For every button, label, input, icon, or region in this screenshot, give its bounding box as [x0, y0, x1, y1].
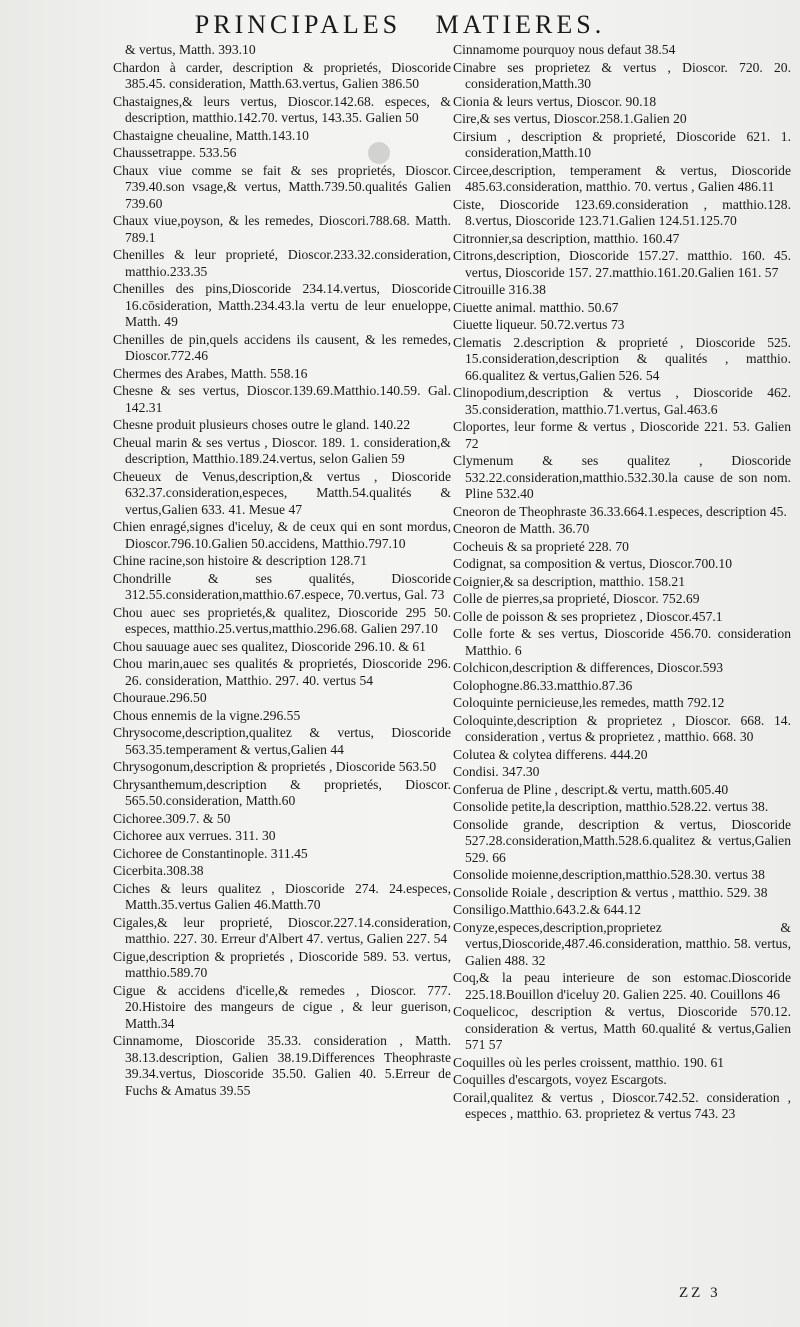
index-entry: Colle forte & ses vertus, Dioscoride 456.70. consideration Matthio. 6	[453, 626, 791, 658]
index-entry: Clymenum & ses qualitez , Dioscoride 532.22.consideration,matthio.532.30.la cause de son nom. Pline 532.40	[453, 453, 791, 501]
index-entry: Codignat, sa composition & vertus, Dioscor.700.10	[453, 556, 733, 571]
index-entry: Chou auec ses proprietés,& qualitez, Dioscoride 295 50. especes, matthio.25.vertus,matthio.296.68. Galien 297.10	[113, 604, 451, 636]
index-entry: Coquelicoc, description & vertus, Dioscoride 570.12. consideration & vertus, Matth 60.qualité & vertus,Galien 571 57	[453, 1004, 791, 1052]
index-entry: Cichoree.309.7. & 50	[113, 810, 231, 826]
index-entry: Coquilles d'escargots, voyez Escargots.	[453, 1072, 667, 1087]
index-entry: Cichoree aux verrues. 311. 30	[113, 828, 276, 843]
index-entry: Cneoron de Matth. 36.70	[453, 521, 590, 536]
index-entry: Cinnamome, Dioscoride 35.33. consideration , Matth. 38.13.description, Galien 38.19.Differences Theophraste 39.34.vertus, Dioscoride 35.50. Galien 40. 5.Erreur de Fuchs & Amatus 39.55	[113, 1033, 451, 1098]
index-entry: Chous ennemis de la vigne.296.55	[113, 707, 301, 723]
index-entry: Chesne produit plusieurs choses outre le gland. 140.22	[113, 417, 411, 432]
index-entry: Cichoree de Constantinople. 311.45	[113, 845, 308, 861]
index-entry: Chien enragé,signes d'iceluy, & de ceux qui en sont mordus, Dioscor.796.10.Galien 50.accidens, Matthio.797.10	[113, 519, 451, 551]
index-entry: Ciches & leurs qualitez , Dioscoride 274. 24.especes, Matth.35.vertus Galien 46.Matth.70	[113, 880, 451, 912]
index-entry: Consolide Roiale , description & vertus , matthio. 529. 38	[453, 884, 768, 900]
index-entry: Chrysocome,description,qualitez & vertus, Dioscoride 563.35.temperament & vertus,Galien 44	[113, 725, 451, 757]
signature-mark: ZZ 3	[679, 1285, 721, 1301]
index-entry: Chou sauuage auec ses qualitez, Dioscoride 296.10. & 61	[113, 638, 426, 654]
index-entry: Colle de pierres,sa proprieté, Dioscor. 752.69	[453, 591, 700, 606]
index-entry: Chine racine,son histoire & description 128.71	[113, 553, 368, 568]
index-entry: Coignier,& sa description, matthio. 158.21	[453, 573, 686, 589]
index-entry: Cheueux de Venus,description,& vertus , Dioscoride 632.37.consideration,especes, Matth.54.qualités & vertus,Galien 633. 41. Mesue 47	[113, 468, 451, 517]
index-entry: Colutea & colytea differens. 444.20	[453, 746, 648, 762]
index-entry: Ciuette animal. matthio. 50.67	[453, 299, 619, 315]
index-entry: Conyze,especes,description,proprietez & vertus,Dioscoride,487.46.consideration, matthio. 58. vertus, Galien 488. 32	[453, 919, 791, 968]
index-entry: Chaussetrappe. 533.56	[113, 145, 237, 160]
header-word-2: MATIERES.	[435, 10, 606, 39]
index-entry: Cinabre ses proprietez & vertus , Dioscor. 720. 20. consideration,Matth.30	[453, 59, 791, 91]
index-entry: Consiligo.Matthio.643.2.& 644.12	[453, 902, 642, 917]
index-entry: Consolide grande, description & vertus, Dioscoride 527.28.consideration,Matth.528.6.qualitez & vertus,Galien 529. 66	[453, 816, 791, 865]
index-entry: Coq,& la peau interieure de son estomac.Dioscoride 225.18.Bouillon d'iceluy 20. Galien 225. 40. Couillons 46	[453, 970, 791, 1002]
index-entry: Chesne & ses vertus, Dioscor.139.69.Matthio.140.59. Gal. 142.31	[113, 383, 451, 415]
index-entry: Coquilles où les perles croissent, matthio. 190. 61	[453, 1054, 725, 1070]
index-entry: Chaux viue comme se fait & ses proprietés, Dioscor. 739.40.son vsage,& vertus, Matth.739.50.qualités Galien 739.60	[113, 162, 451, 211]
index-entry: Cirsium , description & proprieté, Dioscoride 621. 1. consideration,Matth.10	[453, 128, 791, 160]
index-column-right	[453, 42, 791, 1124]
index-entry: Chouraue.296.50	[113, 690, 207, 705]
index-entry: Cneoron de Theophraste 36.33.664.1.especes, description 45.	[453, 503, 787, 519]
index-entry: Cigales,& leur proprieté, Dioscor.227.14.consideration, matthio. 227. 30. Erreur d'Albert 47. vertus, Galien 227. 54	[113, 914, 451, 946]
index-entry: Colle de poisson & ses proprietez , Dioscor.457.1	[453, 608, 723, 624]
index-entry: Corail,qualitez & vertus , Dioscor.742.52. consideration , especes , matthio. 63. proprietez & vertus 743. 23	[453, 1089, 791, 1121]
index-entry: Chenilles & leur proprieté, Dioscor.233.32.consideration, matthio.233.35	[113, 247, 451, 279]
index-entry: Citronnier,sa description, matthio. 160.47	[453, 230, 680, 246]
index-entry: Cloportes, leur forme & vertus , Dioscoride 221. 53. Galien 72	[453, 419, 791, 451]
index-entry: Cicerbita.308.38	[113, 863, 204, 878]
index-entry: Chardon à carder, description & proprietés, Dioscoride 385.45. consideration, Matth.63.vertus, Galien 386.50	[113, 59, 451, 91]
index-entry: Cionia & leurs vertus, Dioscor. 90.18	[453, 93, 657, 109]
index-entry: Coloquinte pernicieuse,les remedes, matth 792.12	[453, 695, 725, 710]
index-entry: Chou marin,auec ses qualités & proprietés, Dioscoride 296. 26. consideration, Matthio. 297. 40. vertus 54	[113, 656, 451, 688]
index-entry: Cire,& ses vertus, Dioscor.258.1.Galien 20	[453, 111, 687, 126]
index-entry: Chenilles de pin,quels accidens ils causent, & les remedes, Dioscor.772.46	[113, 331, 451, 363]
index-entry: Cocheuis & sa proprieté 228. 70	[453, 538, 629, 554]
index-entry: Chastaignes,& leurs vertus, Dioscor.142.68. especes, & description, matthio.142.70. vertus, 143.35. Galien 50	[113, 93, 451, 125]
index-entry: Conferua de Pline , descript.& vertu, matth.605.40	[453, 781, 729, 797]
index-entry: Cinnamome pourquoy nous defaut 38.54	[453, 42, 676, 57]
index-entry: Citrouille 316.38	[453, 282, 546, 297]
page-header	[0, 10, 800, 40]
index-column-left	[113, 42, 451, 1100]
index-entry: Coloquinte,description & proprietez , Dioscor. 668. 14. consideration , vertus & proprietez , matthio. 668. 30	[453, 712, 791, 744]
index-entry: Cheual marin & ses vertus , Dioscor. 189. 1. consideration,& description, Matthio.189.24.vertus, selon Galien 59	[113, 434, 451, 466]
index-entry: Citrons,description, Dioscoride 157.27. matthio. 160. 45. vertus, Dioscoride 157. 27.matthio.161.20.Galien 161. 57	[453, 248, 791, 280]
index-entry: Clematis 2.description & proprieté , Dioscoride 525. 15.consideration,description & qualités , matthio. 66.qualitez & vertus,Galien 526. 54	[453, 334, 791, 383]
index-entry: Consolide moienne,description,matthio.528.30. vertus 38	[453, 867, 765, 882]
index-entry: Chermes des Arabes, Matth. 558.16	[113, 365, 308, 381]
index-entry: Chenilles des pins,Dioscoride 234.14.vertus, Dioscoride 16.cōsideration, Matth.234.43.la vertu de leur enueloppe, Matth. 49	[113, 281, 451, 329]
index-entry: Colophogne.86.33.matthio.87.36	[453, 677, 633, 693]
index-entry: Colchicon,description & differences, Dioscor.593	[453, 660, 724, 675]
index-entry: & vertus, Matth. 393.10	[125, 42, 256, 57]
index-entry: Chondrille & ses qualités, Dioscoride 312.55.consideration,matthio.67.espece, 70.vertus, Gal. 73	[113, 570, 451, 602]
index-entry: Chrysogonum,description & proprietés , Dioscoride 563.50	[113, 759, 437, 774]
index-entry: Cigue & accidens d'icelle,& remedes , Dioscor. 777. 20.Histoire des mangeurs de cigue , & leur guerison, Matth.34	[113, 982, 451, 1031]
index-entry: Chaux viue,poyson, & les remedes, Dioscori.788.68. Matth. 789.1	[113, 213, 451, 245]
index-entry: Ciste, Dioscoride 123.69.consideration , matthio.128. 8.vertus, Dioscoride 123.71.Galien 124.51.125.70	[453, 196, 791, 228]
index-entry: Circee,description, temperament & vertus, Dioscoride 485.63.consideration, matthio. 70. vertus , Galien 486.11	[453, 162, 791, 194]
index-entry: Ciuette liqueur. 50.72.vertus 73	[453, 317, 625, 332]
index-entry: Chastaigne cheualine, Matth.143.10	[113, 127, 309, 143]
index-entry: Clinopodium,description & vertus , Dioscoride 462. 35.consideration, matthio.71.vertus, Gal.463.6	[453, 385, 791, 417]
header-word-1: PRINCIPALES	[194, 10, 402, 39]
index-entry: Condisi. 347.30	[453, 764, 540, 779]
index-entry: Consolide petite,la description, matthio.528.22. vertus 38.	[453, 799, 769, 814]
index-entry: Cigue,description & proprietés , Dioscoride 589. 53. vertus, matthio.589.70	[113, 948, 451, 980]
index-entry: Chrysanthemum,description & proprietés, Dioscor. 565.50.consideration, Matth.60	[113, 776, 451, 808]
